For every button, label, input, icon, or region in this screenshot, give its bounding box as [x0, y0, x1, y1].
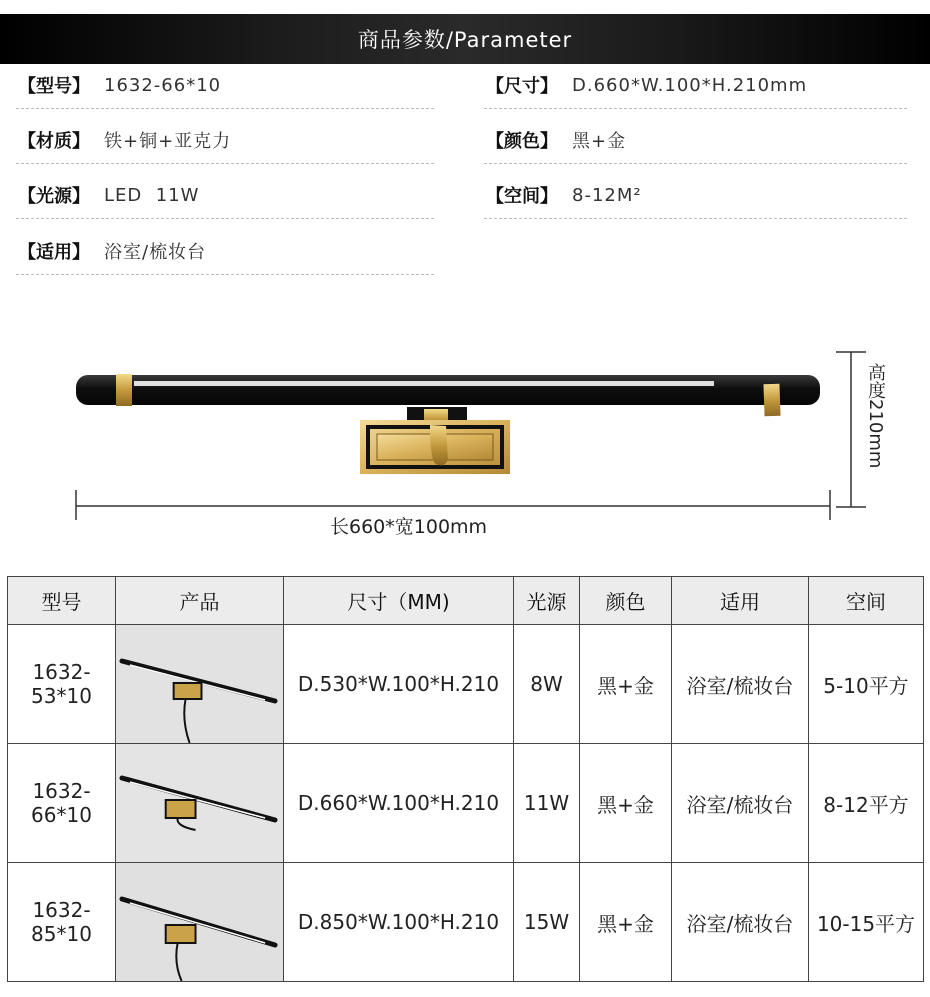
header-usage: 适用	[672, 577, 809, 625]
cell-color: 黑+金	[580, 744, 672, 863]
param-light-value: LED 11W	[104, 184, 200, 206]
cell-size: D.850*W.100*H.210	[284, 863, 514, 982]
param-material-value: 铁+铜+亚克力	[104, 131, 232, 152]
param-light	[16, 172, 434, 219]
cell-space: 8-12平方	[809, 744, 924, 863]
header-title: 商品参数/Parameter	[357, 28, 573, 52]
param-size-value: D.660*W.100*H.210mm	[572, 74, 808, 96]
cell-model: 1632- 85*10	[8, 863, 116, 982]
cell-model: 1632- 66*10	[8, 744, 116, 863]
param-light-key: 【光源】	[18, 186, 90, 207]
table-header-row	[8, 577, 924, 625]
cell-product-image	[116, 863, 284, 982]
cell-light: 11W	[514, 744, 580, 863]
table-row	[8, 744, 924, 863]
cell-space: 5-10平方	[809, 625, 924, 744]
param-usage-key: 【适用】	[18, 242, 90, 263]
cell-model: 1632- 53*10	[8, 625, 116, 744]
param-space	[484, 172, 907, 219]
header-space: 空间	[809, 577, 924, 625]
cell-size: D.530*W.100*H.210	[284, 625, 514, 744]
cell-product-image	[116, 625, 284, 744]
param-usage-value: 浴室/梳妆台	[104, 242, 207, 263]
param-model-value: 1632-66*10	[104, 74, 222, 96]
param-material-key: 【材质】	[18, 131, 90, 152]
product-thumbnail	[116, 744, 283, 862]
cell-color: 黑+金	[580, 625, 672, 744]
cell-color: 黑+金	[580, 863, 672, 982]
param-model-key: 【型号】	[18, 76, 90, 97]
cell-space: 10-15平方	[809, 863, 924, 982]
parameter-header	[0, 14, 930, 64]
product-illustration	[0, 330, 930, 530]
height-label: 高度210mm	[865, 363, 886, 469]
header-product: 产品	[116, 577, 284, 625]
param-size	[484, 62, 907, 109]
param-space-key: 【空间】	[486, 186, 558, 207]
header-size: 尺寸（MM)	[284, 577, 514, 625]
param-color-key: 【颜色】	[486, 131, 558, 152]
lamp-bracket	[360, 407, 510, 474]
param-space-value: 8-12M²	[572, 184, 642, 206]
param-model	[16, 62, 434, 109]
cell-usage: 浴室/梳妆台	[672, 863, 809, 982]
cell-light: 8W	[514, 625, 580, 744]
product-thumbnail	[116, 863, 283, 981]
spec-table	[7, 576, 924, 982]
cell-light: 15W	[514, 863, 580, 982]
param-color-value: 黑+金	[572, 131, 627, 152]
header-model: 型号	[8, 577, 116, 625]
param-usage	[16, 228, 434, 275]
product-thumbnail	[116, 625, 283, 743]
param-material	[16, 117, 434, 164]
cell-product-image	[116, 744, 284, 863]
table-row	[8, 863, 924, 982]
table-row	[8, 625, 924, 744]
header-light: 光源	[514, 577, 580, 625]
param-color	[484, 117, 907, 164]
cell-size: D.660*W.100*H.210	[284, 744, 514, 863]
cell-usage: 浴室/梳妆台	[672, 744, 809, 863]
cell-usage: 浴室/梳妆台	[672, 625, 809, 744]
header-color: 颜色	[580, 577, 672, 625]
param-size-key: 【尺寸】	[486, 76, 558, 97]
width-label: 长660*宽100mm	[330, 516, 488, 538]
